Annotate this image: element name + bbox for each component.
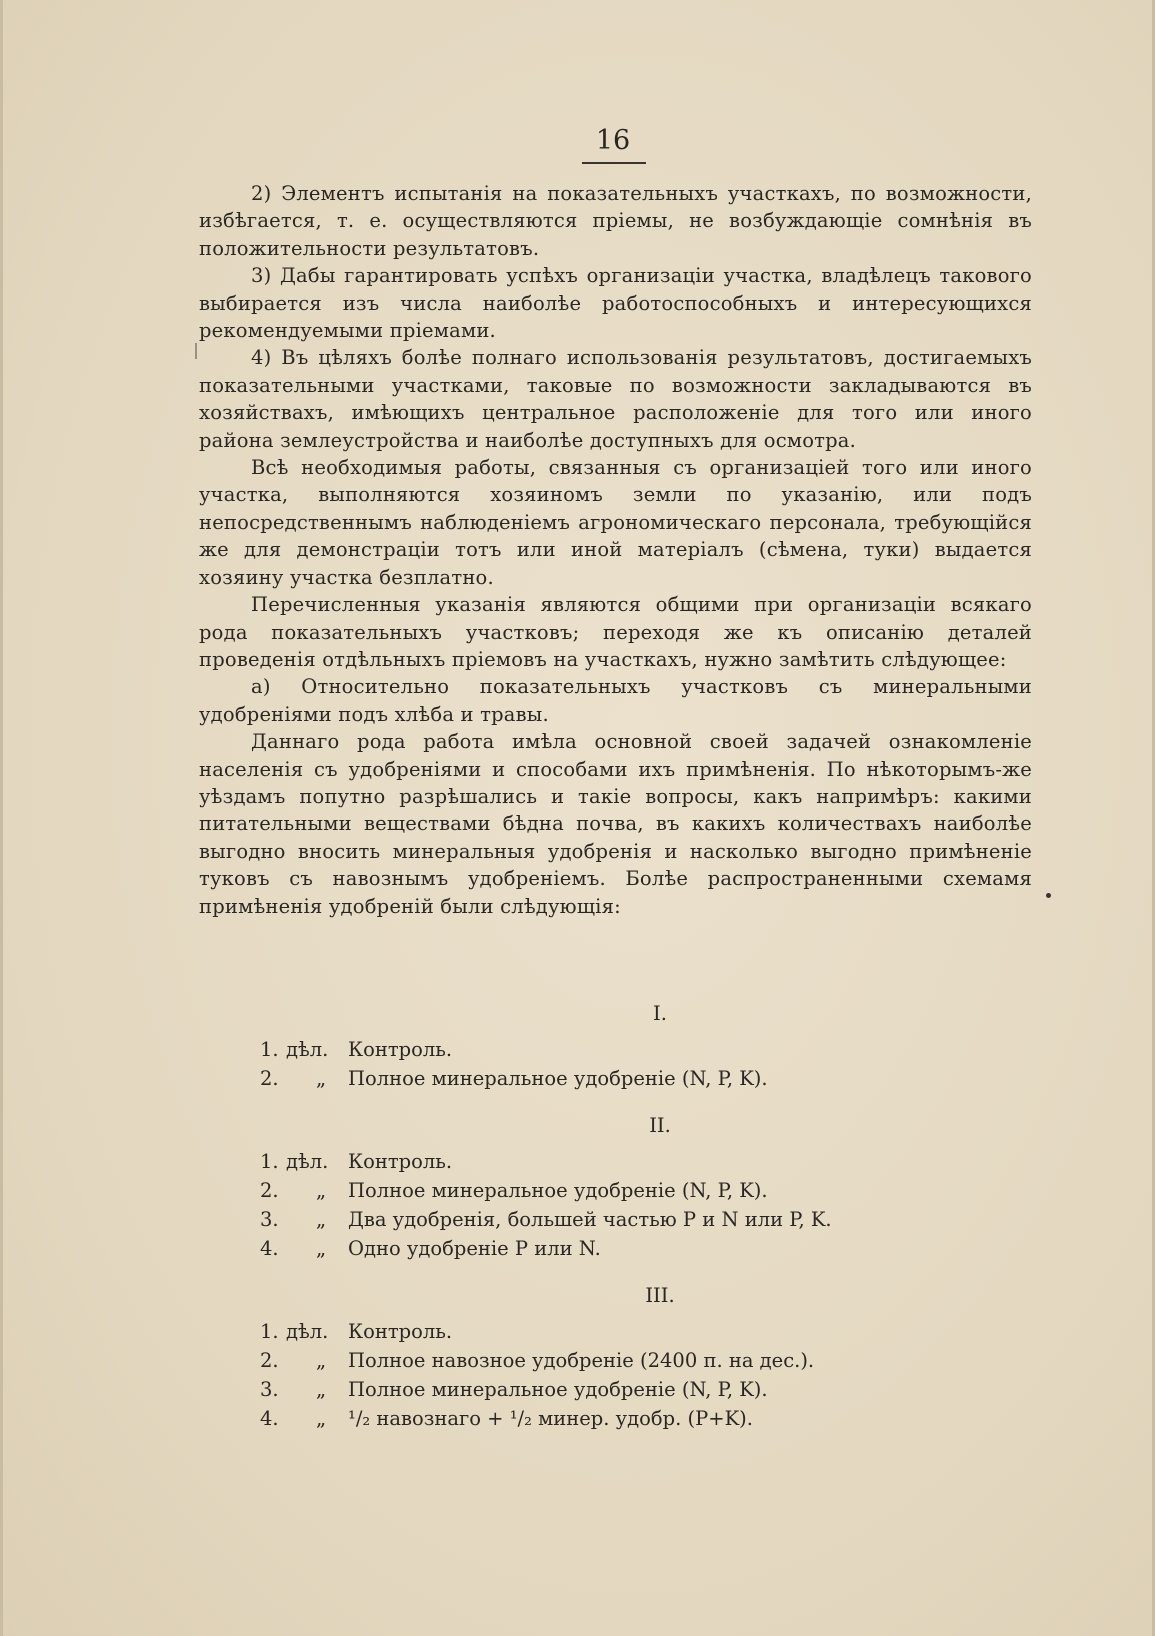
row-description: Полное минеральное удобреніе (N, P, K). [348,1378,768,1401]
scheme-row [260,1036,960,1065]
row-number: 2. [260,1067,279,1090]
scheme-row [260,1405,960,1434]
scheme-title: II. [649,1114,671,1137]
page-edge-left [0,0,3,1636]
row-number: 2. [260,1179,279,1202]
scheme-2 [260,1112,960,1264]
paragraph: Перечисленныя указанія являются общими при организаціи всякаго рода показательныхъ участковъ; переходя же къ описанію деталей проведенія отдѣльныхъ пріемовъ на участкахъ, нужно замѣтить слѣдующее: [199,593,1032,671]
scheme-1 [260,1000,960,1094]
scheme-row [260,1148,960,1177]
row-description: Два удобренія, большей частью P и N или P, K. [348,1208,832,1231]
row-description: Полное минеральное удобреніе (N, P, K). [348,1179,768,1202]
page-number: 16 [595,125,631,156]
row-unit: „ [316,1237,327,1260]
row-unit: дѣл. [286,1150,329,1173]
paragraph: а) Относительно показательныхъ участковъ съ минеральными удобреніями подъ хлѣба и травы. [199,675,1032,726]
scheme-row [260,1347,960,1376]
row-description: Полное минеральное удобреніе (N, P, K). [348,1067,768,1090]
row-unit: „ [316,1067,327,1090]
row-description: ¹/₂ навознаго + ¹/₂ минер. удобр. (P+K). [348,1407,753,1430]
row-unit: дѣл. [286,1320,329,1343]
row-unit: „ [316,1349,327,1372]
row-number: 4. [260,1237,279,1260]
row-unit: „ [316,1208,327,1231]
scheme-row [260,1206,960,1235]
scheme-title: III. [645,1284,675,1307]
paragraph: 3) Дабы гарантировать успѣхъ организаціи участка, владѣлецъ такового выбирается изъ числа наиболѣе работоспособныхъ и интересующихся рекомендуемыми пріемами. [199,264,1032,343]
scheme-title: I. [653,1002,667,1025]
row-number: 3. [260,1378,279,1401]
paragraph: Даннаго рода работа имѣла основной своей задачей ознакомленіе населенія съ удобреніями и способами ихъ примѣненія. По нѣкоторымъ-же уѣздамъ попутно разрѣшались и такіе вопросы, какъ напримѣръ: какими питательными веществами бѣдна почва, въ какихъ количествахъ наиболѣе выгодно вносить минеральныя удобренія и насколько выгодно примѣненіе туковъ съ навознымъ удобреніемъ. Болѣе распространенными схемамя примѣненія удобреній были слѣдующія: [199,730,1032,918]
row-description: Контроль. [348,1038,453,1061]
row-unit: „ [316,1407,327,1430]
paragraph: Всѣ необходимыя работы, связанныя съ организаціей того или иного участка, выполняются хозяиномъ земли по указанію, или подъ непосредственнымъ наблюденіемъ агрономическаго персонала, требующійся же для демонстраціи тотъ или иной матеріалъ (сѣмена, туки) выдается хозяину участка безплатно. [199,456,1032,589]
paragraph: 4) Въ цѣляхъ болѣе полнаго использованія результатовъ, достигаемыхъ показательными участками, таковые по возможности закладываются въ хозяйствахъ, имѣющихъ центральное расположеніе для того или иного района землеустройства и наиболѣе доступныхъ для осмотра. [199,346,1032,452]
scheme-row [260,1177,960,1206]
row-number: 1. [260,1038,279,1061]
row-unit: „ [316,1179,327,1202]
row-number: 1. [260,1150,279,1173]
scan-mark [195,343,197,359]
scheme-row [260,1376,960,1405]
body-text [199,180,1032,920]
scheme-row [260,1235,960,1264]
page-number-underline [582,162,646,164]
row-number: 2. [260,1349,279,1372]
row-number: 4. [260,1407,279,1430]
row-unit: „ [316,1378,327,1401]
row-description: Контроль. [348,1320,453,1343]
scheme-row [260,1318,960,1347]
row-number: 3. [260,1208,279,1231]
paragraph: 2) Элементъ испытанія на показательныхъ участкахъ, по возможности, избѣгается, т. е. осуществляются пріемы, не возбуждающіе сомнѣнія въ положительности результатовъ. [199,182,1032,260]
fertilizer-schemes [260,1000,960,1452]
row-description: Контроль. [348,1150,453,1173]
row-unit: дѣл. [286,1038,329,1061]
scheme-3 [260,1282,960,1434]
ink-dot [1046,893,1051,898]
row-description: Одно удобреніе P или N. [348,1237,601,1260]
row-number: 1. [260,1320,279,1343]
row-description: Полное навозное удобреніе (2400 п. на дес.). [348,1349,815,1372]
scheme-row [260,1065,960,1094]
